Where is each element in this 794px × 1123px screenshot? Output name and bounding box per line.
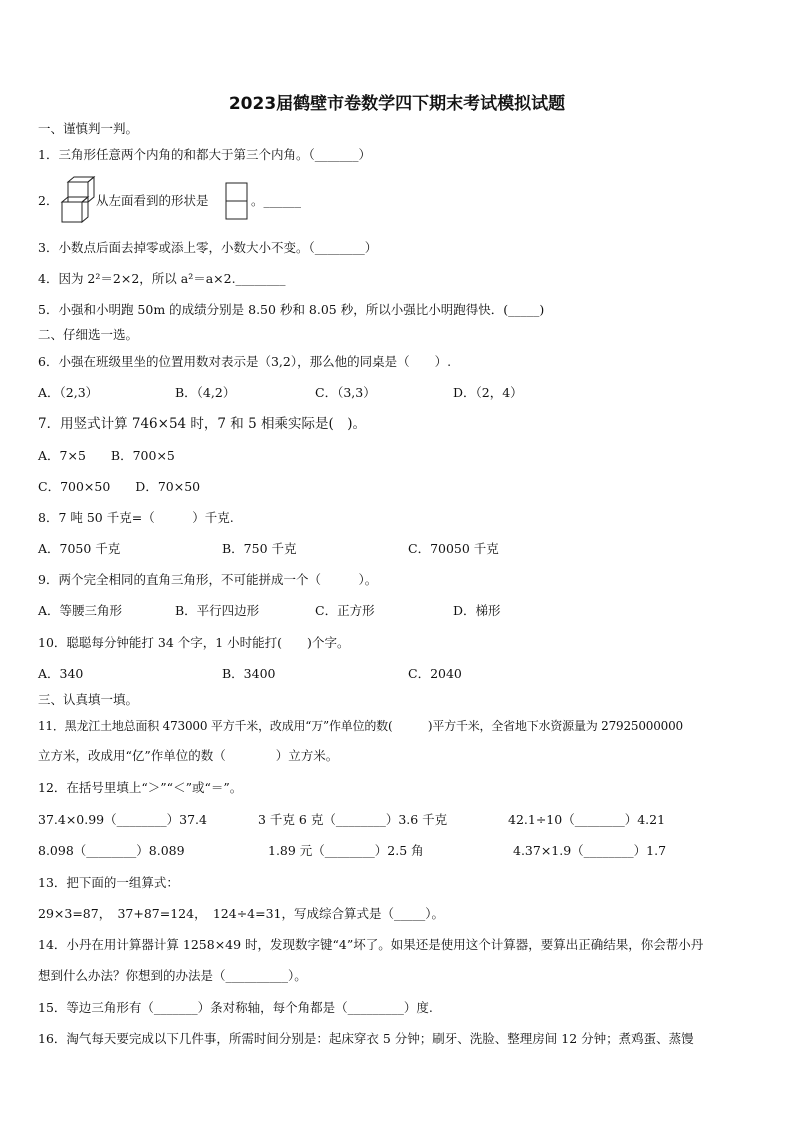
q8-option-a: A．7050 千克	[38, 541, 121, 556]
q12-item-5: 1.89 元（________）2.5 角	[268, 843, 424, 858]
q6-option-c: C．（3,3）	[315, 385, 376, 400]
q6-option-a: A．（2,3）	[38, 385, 99, 400]
question-14-line2: 想到什么办法？你想到的办法是（__________）。	[38, 968, 307, 983]
left-view-figure	[225, 182, 249, 222]
page-title: 2023届鹤壁市卷数学四下期末考试模拟试题	[228, 94, 566, 114]
question-11-line2: 立方米，改成用“亿”作单位的数（ ）立方米。	[38, 748, 339, 763]
q8-option-c: C．70050 千克	[408, 541, 499, 556]
question-6: 6．小强在班级里坐的位置用数对表示是（3,2），那么他的同桌是（ ）.	[38, 354, 452, 369]
question-14-line1: 14．小丹在用计算器计算 1258×49 时，发现数字键“4”坏了。如果还是使用这个计算器，要算出正确结果，你会帮小丹	[38, 937, 704, 952]
question-1: 1．三角形任意两个内角的和都大于第三个内角。（_______）	[38, 147, 371, 162]
q12-item-3: 42.1÷10（________）4.21	[508, 812, 666, 827]
question-5: 5．小强和小明跑 50m 的成绩分别是 8.50 秒和 8.05 秒，所以小强比小明跑得快．(_____)	[38, 302, 545, 317]
q10-option-b: B．3400	[222, 666, 276, 681]
q9-option-b: B．平行四边形	[175, 603, 260, 618]
section-heading-judge: 一、谨慎判一判。	[38, 121, 139, 136]
q9-option-c: C．正方形	[315, 603, 375, 618]
question-15: 15．等边三角形有（_______）条对称轴，每个角都是（_________）度.	[38, 1000, 433, 1015]
section-heading-choose: 二、仔细选一选。	[38, 327, 139, 342]
q10-option-a: A．340	[38, 666, 84, 681]
q12-item-1: 37.4×0.99（________）37.4	[38, 812, 207, 827]
q8-option-b: B．750 千克	[222, 541, 297, 556]
question-3: 3．小数点后面去掉零或添上零，小数大小不变。（________）	[38, 240, 378, 255]
cube-stack-figure	[60, 176, 96, 224]
question-13: 13．把下面的一组算式：	[38, 875, 179, 890]
q7-options-row2: C．700×50 D．70×50	[38, 479, 201, 494]
question-4: 4．因为 2²＝2×2，所以 a²＝a×2.________	[38, 271, 286, 286]
q10-option-c: C．2040	[408, 666, 462, 681]
q9-option-a: A．等腰三角形	[38, 603, 123, 618]
question-2-number: 2．	[38, 193, 59, 208]
q12-item-4: 8.098（________）8.089	[38, 843, 185, 858]
question-7: 7．用竖式计算 746×54 时，7 和 5 相乘实际是( )。	[38, 416, 367, 432]
q12-item-2: 3 千克 6 克（________）3.6 千克	[258, 812, 448, 827]
question-8: 8．7 吨 50 千克=（ ）千克.	[38, 510, 234, 525]
question-12: 12．在括号里填上“＞”“＜”或“＝”。	[38, 780, 243, 795]
question-11-line1: 11．黑龙江土地总面积 473000 平方千米，改成用“万”作单位的数( )平方千米，全省地下水资源量为 27925000000	[38, 719, 683, 733]
q6-option-b: B．（4,2）	[175, 385, 236, 400]
q9-option-d: D．梯形	[453, 603, 501, 618]
question-2-answer: 。______	[251, 193, 302, 208]
q6-option-d: D．（2，4）	[453, 385, 523, 400]
section-heading-fill: 三、认真填一填。	[38, 692, 139, 707]
question-13-expressions: 29×3=87， 37+87=124， 124÷4=31，写成综合算式是（_____）。	[38, 906, 444, 921]
question-16: 16．淘气每天要完成以下几件事，所需时间分别是：起床穿衣 5 分钟；刷牙、洗脸、整理房间 12 分钟；煮鸡蛋、蒸馒	[38, 1031, 694, 1046]
question-9: 9．两个完全相同的直角三角形，不可能拼成一个（ ）。	[38, 572, 378, 587]
q12-item-6: 4.37×1.9（________）1.7	[513, 843, 667, 858]
question-10: 10．聪聪每分钟能打 34 个字，1 小时能打( )个字。	[38, 635, 350, 650]
q7-options-row1: A．7×5 B．700×5	[38, 448, 175, 463]
question-2-text: 从左面看到的形状是	[96, 193, 209, 208]
